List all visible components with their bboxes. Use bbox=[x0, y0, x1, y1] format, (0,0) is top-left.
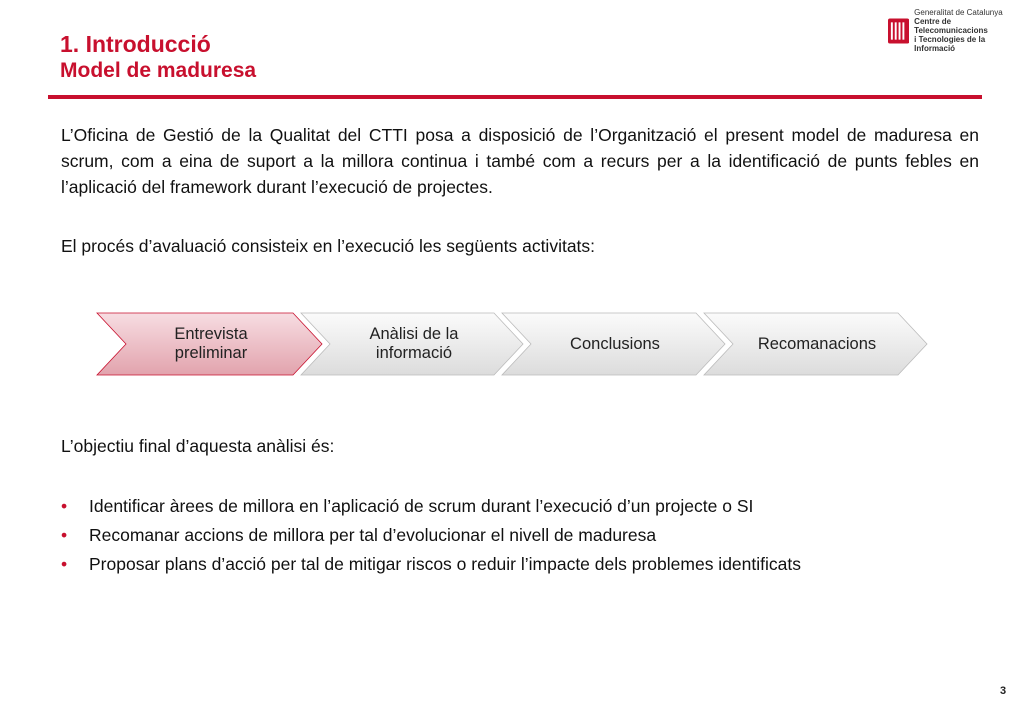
objective-intro: L’objectiu final d’aquesta anàlisi és: bbox=[61, 436, 335, 456]
logo-line-1: Generalitat de Catalunya bbox=[914, 8, 1003, 17]
step-4-line-1: Recomanacions bbox=[757, 334, 877, 353]
logo-text bbox=[914, 8, 1024, 53]
intro-paragraph: L’Oficina de Gestió de la Qualitat del CTTI posa a disposició de l’Organització el present model de maduresa en scrum, com a eina de suport a la millora continua i també com a recurs per a la identificació de punts febles en l’aplicació del framework durant l’execució de projectes. bbox=[61, 125, 979, 197]
list-item-text: Identificar àrees de millora en l’aplicació de scrum durant l’execució d’un projecte o SI bbox=[89, 496, 754, 516]
slide-subtitle: Model de maduresa bbox=[60, 59, 257, 82]
bullet-marker: • bbox=[61, 554, 68, 574]
logo-line-2: Centre de Telecomunicacions bbox=[914, 17, 988, 35]
list-item bbox=[61, 492, 801, 521]
step-label-4 bbox=[733, 312, 901, 376]
logo-line-3: i Tecnologies de la Informació bbox=[914, 35, 986, 53]
page-number: 3 bbox=[1000, 685, 1007, 697]
bullet-marker: • bbox=[61, 496, 68, 516]
slide-title: 1. Introducció bbox=[60, 31, 211, 57]
step-2-line-1: Anàlisi de la bbox=[369, 325, 459, 343]
bullet-marker: • bbox=[61, 525, 68, 545]
list-item-text: Proposar plans d’acció per tal de mitigar riscos o reduir l’impacte dels problemes identificats bbox=[89, 554, 801, 574]
title-divider bbox=[48, 95, 982, 99]
step-3-line-1: Conclusions bbox=[570, 334, 660, 353]
step-label-2 bbox=[330, 312, 498, 376]
ctti-logo bbox=[888, 8, 1024, 53]
step-2-line-2: informació bbox=[375, 344, 453, 362]
title-block bbox=[60, 30, 256, 84]
step-1-line-2: preliminar bbox=[174, 344, 248, 362]
generalitat-logo-icon bbox=[888, 18, 909, 44]
list-item bbox=[61, 550, 801, 579]
step-1-line-1: Entrevista bbox=[174, 325, 248, 343]
list-item bbox=[61, 521, 801, 550]
step-label-1 bbox=[126, 312, 296, 376]
process-chevron-diagram bbox=[96, 312, 928, 376]
process-intro-paragraph: El procés d’avaluació consisteix en l’execució les següents activitats: bbox=[61, 236, 596, 256]
step-label-3 bbox=[531, 312, 699, 376]
list-item-text: Recomanar accions de millora per tal d’evolucionar el nivell de maduresa bbox=[89, 525, 657, 545]
objectives-list bbox=[61, 492, 801, 579]
